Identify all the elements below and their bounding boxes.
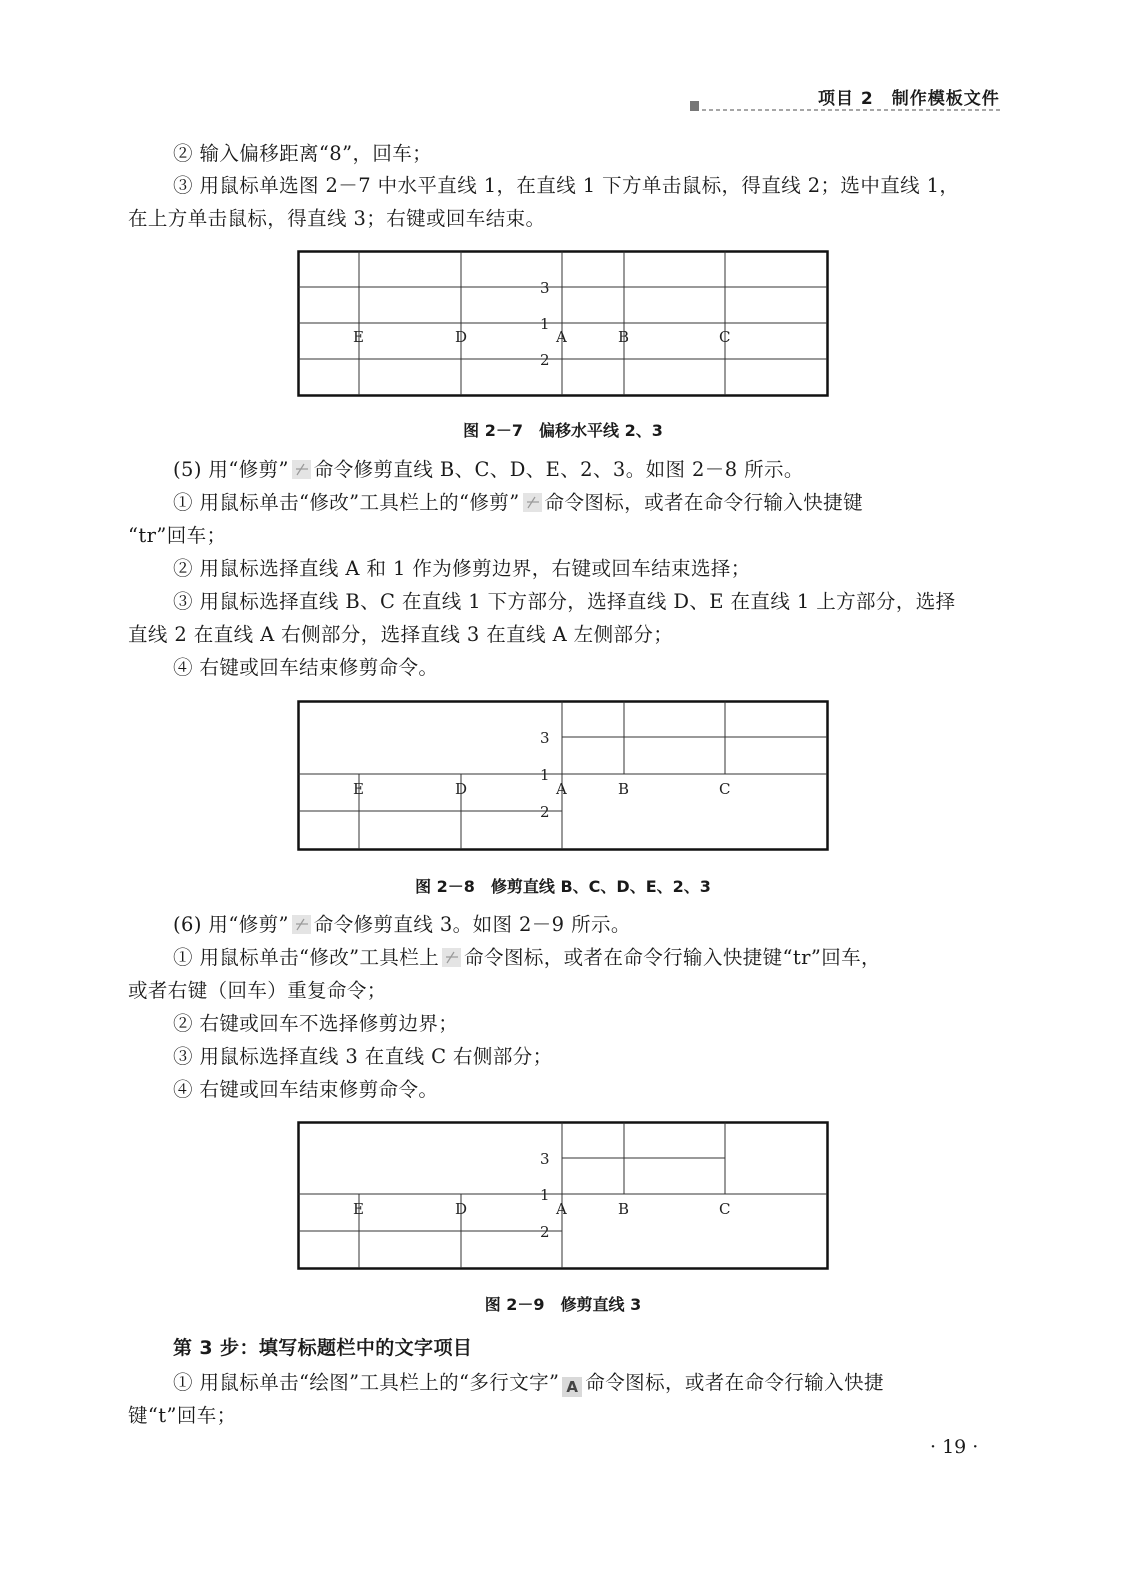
label-line-2: 2 [540, 1223, 550, 1241]
label-line-2: 2 [540, 351, 550, 369]
section-6-step-1-post: 命令图标，或者在命令行输入快捷键“tr”回车， [464, 946, 881, 969]
step-3-item-1-post: 命令图标，或者在命令行输入快捷 [585, 1371, 884, 1394]
section-6-step-2: ② 右键或回车不选择修剪边界； [173, 1012, 459, 1035]
label-A: A [556, 780, 567, 798]
section-6-step-1-cont: 或者右键（回车）重复命令； [128, 979, 387, 1002]
section-5-step-4: ④ 右键或回车结束修剪命令。 [173, 656, 439, 679]
section-6-heading [173, 908, 631, 941]
section-5-pre: (5) 用“修剪” [173, 458, 289, 481]
step-3-text-cont: 在上方单击鼠标，得直线 3；右键或回车结束。 [128, 207, 546, 230]
section-6-pre: (6) 用“修剪” [173, 913, 289, 936]
section-6-step-3: ③ 用鼠标选择直线 3 在直线 C 右侧部分； [173, 1045, 553, 1068]
running-header-title: 项目 2 制作模板文件 [818, 89, 1000, 109]
figure-2-7 [297, 250, 831, 398]
label-line-3: 3 [540, 729, 550, 747]
trim-icon [523, 493, 542, 512]
step-3-item-1 [173, 1366, 884, 1399]
label-line-1: 1 [540, 1186, 550, 1204]
label-A: A [556, 328, 567, 346]
section-5-step-3: ③ 用鼠标选择直线 B、C 在直线 1 下方部分，选择直线 D、E 在直线 1 上方部分，选择 [173, 590, 956, 613]
label-E: E [353, 1200, 364, 1218]
label-C: C [719, 328, 731, 346]
page-number: · 19 · [930, 1436, 979, 1458]
label-C: C [719, 1200, 731, 1218]
section-6-step-1-pre: ① 用鼠标单击“修改”工具栏上 [173, 946, 440, 969]
label-line-3: 3 [540, 1150, 550, 1168]
label-C: C [719, 780, 731, 798]
step-3-heading: 第 3 步：填写标题栏中的文字项目 [173, 1337, 473, 1359]
step-3-item-1-cont: 键“t”回车； [128, 1404, 237, 1427]
figure-2-8 [297, 700, 831, 852]
trim-icon [292, 915, 311, 934]
section-6-step-1 [173, 941, 881, 974]
figure-2-7-caption: 图 2－7 偏移水平线 2、3 [463, 421, 663, 440]
label-A: A [556, 1200, 567, 1218]
section-5-step-2: ② 用鼠标选择直线 A 和 1 作为修剪边界，右键或回车结束选择； [173, 557, 751, 580]
label-B: B [618, 780, 630, 798]
label-D: D [455, 780, 468, 798]
section-5-step-1-post: 命令图标，或者在命令行输入快捷键 [544, 491, 863, 514]
label-E: E [353, 780, 364, 798]
label-B: B [618, 328, 630, 346]
label-D: D [455, 1200, 468, 1218]
section-5-step-1-cont: “tr”回车； [128, 524, 227, 547]
label-D: D [455, 328, 468, 346]
label-line-1: 1 [540, 766, 550, 784]
trim-icon [292, 460, 311, 479]
mtext-icon: A [562, 1377, 582, 1397]
header-rule [690, 101, 1002, 113]
figure-2-9-caption: 图 2－9 修剪直线 3 [484, 1295, 642, 1314]
section-5-step-3-cont: 直线 2 在直线 A 右侧部分，选择直线 3 在直线 A 左侧部分； [128, 623, 674, 646]
figure-2-8-caption: 图 2－8 修剪直线 B、C、D、E、2、3 [415, 877, 711, 896]
section-5-step-1 [173, 486, 863, 519]
section-6-post: 命令修剪直线 3。如图 2－9 所示。 [313, 913, 631, 936]
section-5-step-1-pre: ① 用鼠标单击“修改”工具栏上的“修剪” [173, 491, 520, 514]
section-5-heading [173, 453, 804, 486]
section-5-post: 命令修剪直线 B、C、D、E、2、3。如图 2－8 所示。 [313, 458, 804, 481]
step-3-text: ③ 用鼠标单选图 2－7 中水平直线 1，在直线 1 下方单击鼠标，得直线 2；选中直线 1， [173, 174, 960, 197]
trim-icon [442, 948, 461, 967]
label-E: E [353, 328, 364, 346]
step-3-item-1-pre: ① 用鼠标单击“绘图”工具栏上的“多行文字” [173, 1371, 560, 1394]
section-6-step-4: ④ 右键或回车结束修剪命令。 [173, 1078, 439, 1101]
step-2-text: ② 输入偏移距离“8”，回车； [173, 142, 433, 165]
label-B: B [618, 1200, 630, 1218]
figure-2-9 [297, 1121, 831, 1271]
label-line-3: 3 [540, 279, 550, 297]
label-line-1: 1 [540, 315, 550, 333]
label-line-2: 2 [540, 803, 550, 821]
